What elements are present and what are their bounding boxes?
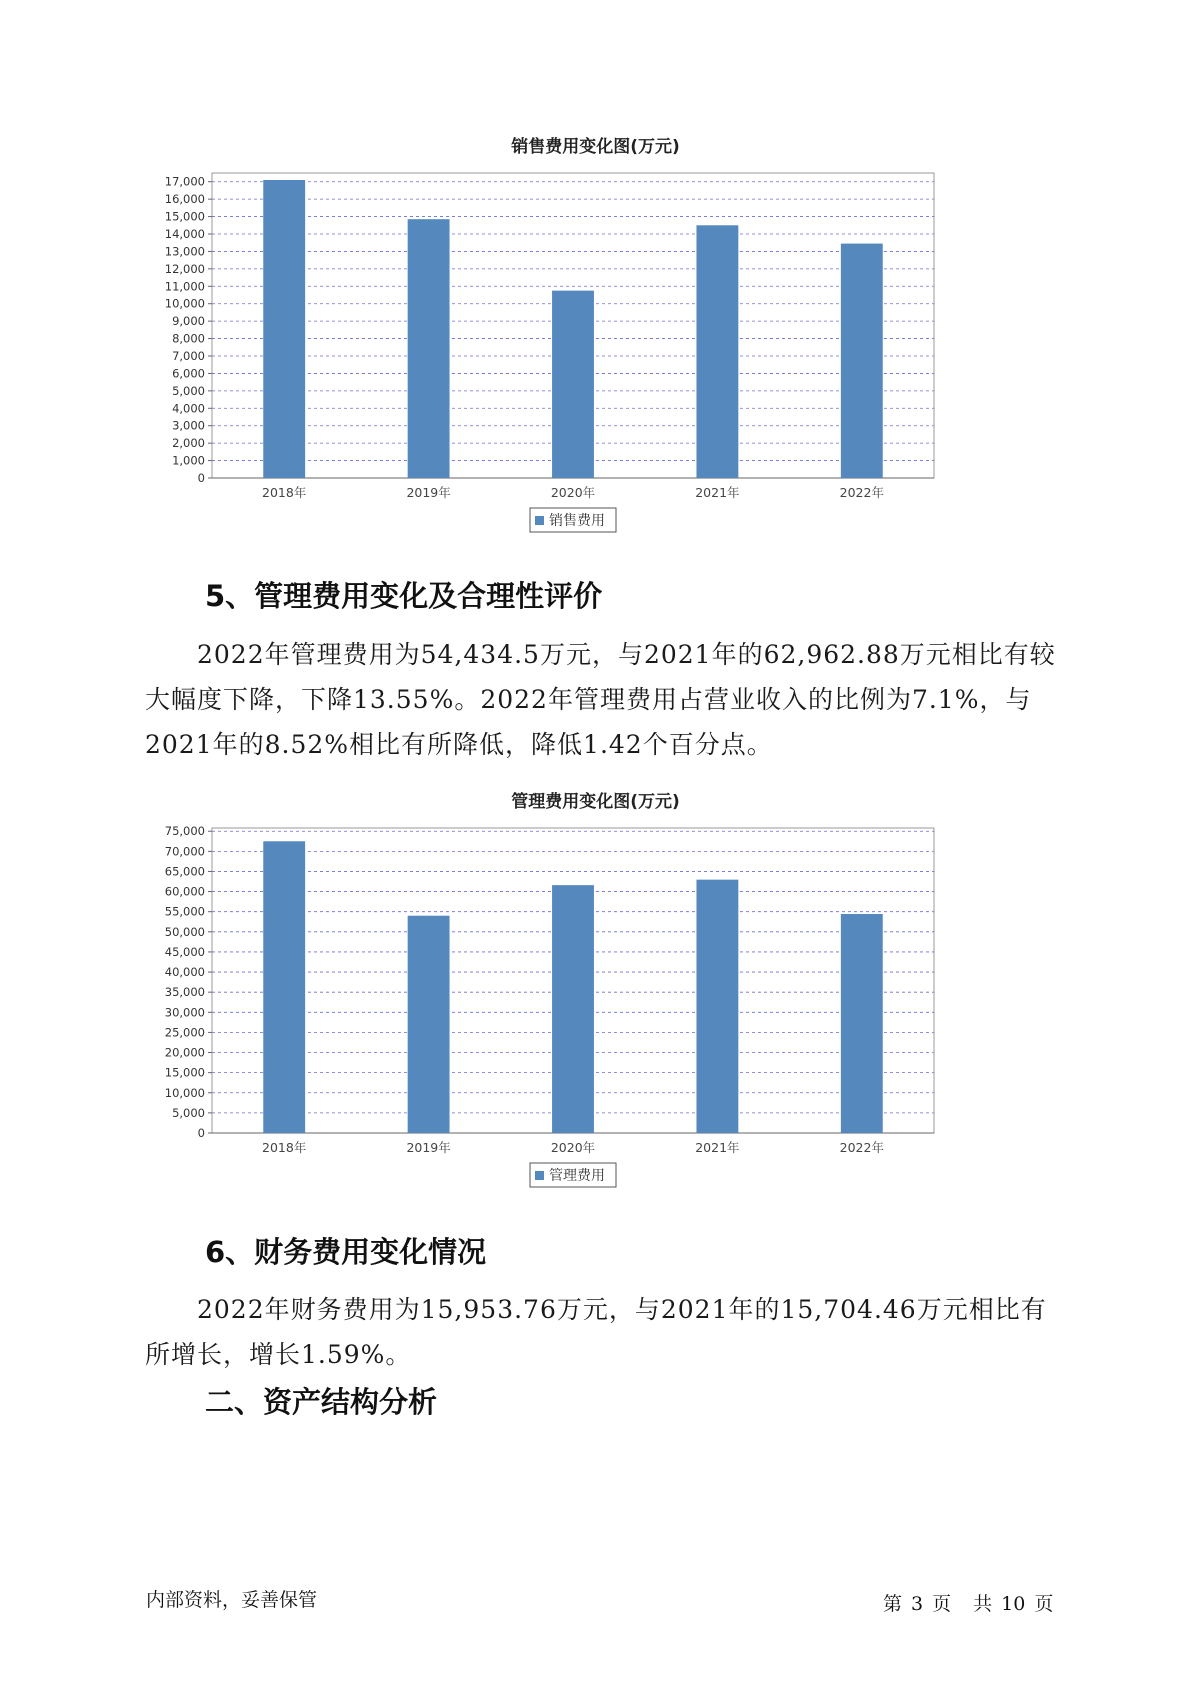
- y-tick-label: 15,000: [164, 209, 205, 224]
- sales-expense-chart-title: 销售费用变化图(万元): [511, 137, 680, 157]
- admin-expense-chart-title: 管理费用变化图(万元): [511, 792, 680, 812]
- y-tick-label: 75,000: [164, 824, 205, 839]
- x-tick-label: 2019年: [406, 485, 451, 500]
- y-tick-label: 70,000: [164, 844, 205, 859]
- y-tick-label: 16,000: [164, 192, 205, 207]
- x-tick-label: 2018年: [262, 1140, 307, 1155]
- x-tick-label: 2021年: [695, 485, 740, 500]
- total-prefix: 共: [973, 1593, 993, 1615]
- y-tick-label: 3,000: [172, 418, 205, 433]
- x-tick-label: 2019年: [406, 1140, 451, 1155]
- y-tick-label: 7,000: [172, 349, 205, 363]
- x-tick-label: 2022年: [839, 1140, 884, 1155]
- footer-page-info: [883, 1589, 1062, 1616]
- y-tick-label: 50,000: [164, 924, 205, 939]
- legend-swatch: [535, 1171, 544, 1180]
- y-tick-label: 0: [197, 1126, 205, 1140]
- y-tick-label: 1,000: [172, 453, 205, 468]
- y-tick-label: 35,000: [164, 985, 205, 1000]
- bar: [696, 225, 738, 478]
- page-unit: 页: [932, 1593, 952, 1615]
- y-tick-label: 11,000: [164, 279, 205, 294]
- y-tick-label: 6,000: [172, 366, 205, 381]
- x-tick-label: 2020年: [550, 485, 596, 500]
- bar: [841, 244, 883, 478]
- y-tick-label: 15,000: [164, 1065, 205, 1080]
- y-tick-label: 8,000: [172, 331, 205, 346]
- sales-expense-chart: [150, 165, 1030, 595]
- y-tick-label: 60,000: [164, 884, 205, 899]
- bar: [408, 916, 450, 1133]
- admin-expense-paragraph: 2022年管理费用为54,434.5万元，与2021年的62,962.88万元相比有较大幅度下降，下降13.55%。2022年管理费用占营业收入的比例为7.1%，与2021年的8.52%相比有所降低，降低1.42个百分点。: [145, 640, 1056, 759]
- y-tick-label: 13,000: [164, 244, 205, 259]
- x-tick-label: 2022年: [839, 485, 884, 500]
- y-tick-label: 45,000: [164, 944, 205, 959]
- x-tick-label: 2020年: [550, 1140, 596, 1155]
- legend-label: 管理费用: [549, 1168, 605, 1184]
- y-tick-label: 4,000: [172, 401, 205, 416]
- y-tick-label: 30,000: [164, 1005, 205, 1020]
- bar: [408, 219, 450, 478]
- admin-expense-chart: [150, 820, 1030, 1250]
- y-tick-label: 20,000: [164, 1045, 205, 1060]
- y-tick-label: 0: [197, 471, 205, 485]
- page-number: 3: [911, 1593, 924, 1615]
- finance-expense-heading: 6、财务费用变化情况: [205, 1235, 487, 1269]
- asset-structure-heading: 二、资产结构分析: [205, 1385, 438, 1419]
- y-tick-label: 10,000: [164, 1085, 205, 1100]
- y-tick-label: 5,000: [172, 383, 205, 398]
- bar: [263, 180, 305, 478]
- footer-confidential-note: 内部资料，妥善保管: [146, 1589, 318, 1611]
- total-unit: 页: [1034, 1593, 1054, 1615]
- legend-label: 销售费用: [549, 513, 605, 529]
- bar: [552, 291, 594, 478]
- bar: [552, 885, 594, 1133]
- x-tick-label: 2018年: [262, 485, 307, 500]
- y-tick-label: 5,000: [172, 1105, 205, 1120]
- x-tick-label: 2021年: [695, 1140, 740, 1155]
- y-tick-label: 12,000: [164, 261, 205, 276]
- bar: [263, 841, 305, 1133]
- y-tick-label: 25,000: [164, 1025, 205, 1040]
- admin-expense-heading: 5、管理费用变化及合理性评价: [205, 579, 603, 613]
- y-tick-label: 17,000: [164, 174, 205, 189]
- y-tick-label: 55,000: [164, 904, 205, 919]
- total-pages: 10: [1001, 1593, 1026, 1615]
- bar: [841, 914, 883, 1133]
- y-tick-label: 40,000: [164, 965, 205, 980]
- y-tick-label: 2,000: [172, 436, 205, 451]
- y-tick-label: 14,000: [164, 227, 205, 241]
- y-tick-label: 10,000: [164, 296, 205, 311]
- legend-swatch: [535, 516, 544, 525]
- y-tick-label: 65,000: [164, 864, 205, 879]
- finance-expense-paragraph: 2022年财务费用为15,953.76万元，与2021年的15,704.46万元相比有所增长，增长1.59%。: [145, 1295, 1047, 1369]
- bar: [696, 880, 738, 1133]
- page-prefix: 第: [883, 1593, 903, 1615]
- y-tick-label: 9,000: [172, 314, 205, 329]
